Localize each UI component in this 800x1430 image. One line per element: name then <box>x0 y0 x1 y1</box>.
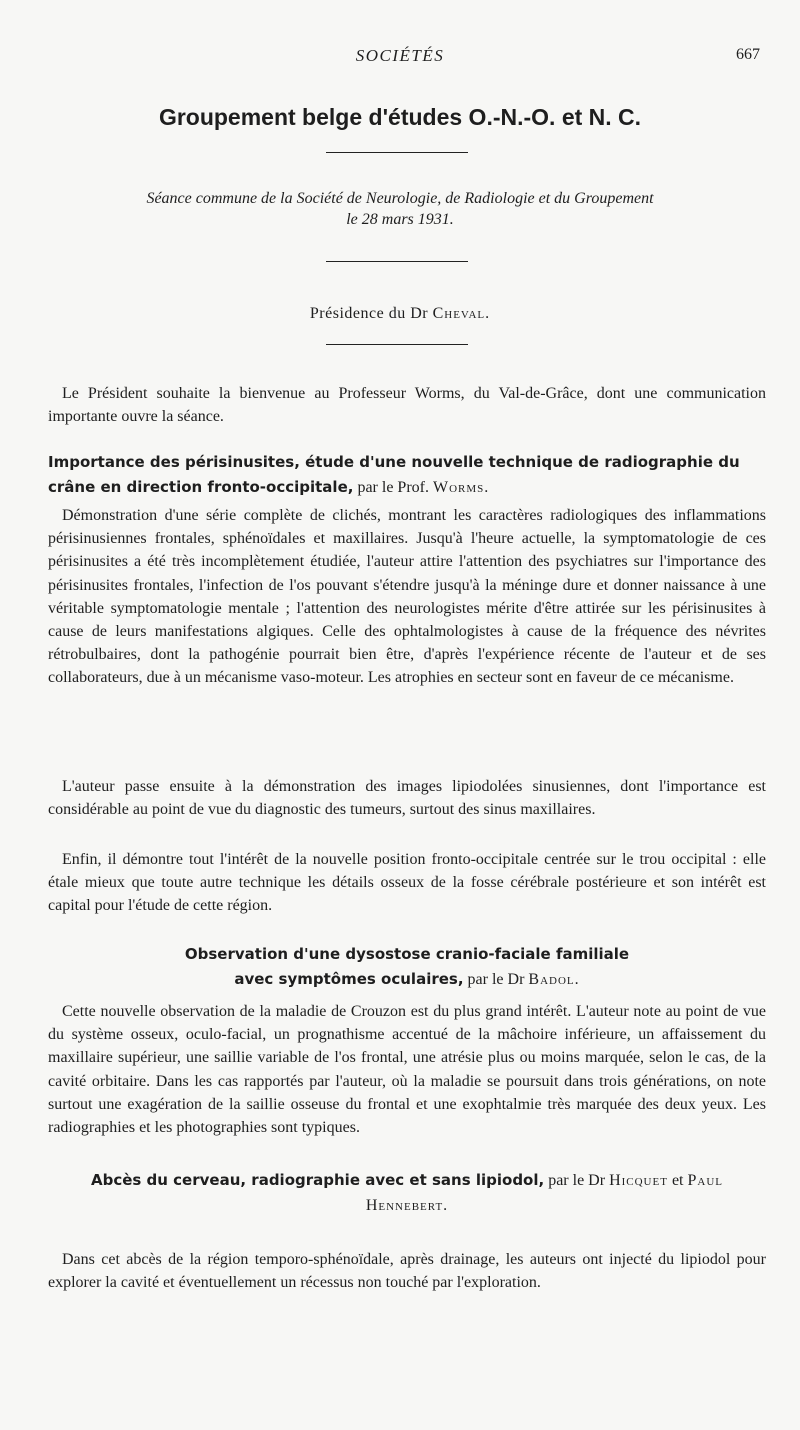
body-paragraph: Enfin, il démontre tout l'intérêt de la nouvelle position fronto-occipitale centrée sur le trou occipital : elle étale mieux que toute autre technique les détails osseux de la fosse cérébrale postérieure et son intérêt est capital pour l'étude de cette région. <box>48 851 766 915</box>
section-author: Badol. <box>528 971 580 988</box>
running-head: SOCIÉTÉS <box>355 46 445 65</box>
section-byline: par le Dr <box>467 971 525 988</box>
section-title: Abcès du cerveau, radiographie avec et sans lipiodol, <box>90 1171 545 1189</box>
section-conjunction: et <box>671 1172 684 1189</box>
section-title: Importance des périsinusites, étude d'une nouvelle technique de radiographie du crâne en direction fronto-occipitale, <box>48 453 740 496</box>
section-byline: par le Prof. <box>357 479 429 496</box>
body-paragraph: Dans cet abcès de la région temporo-sphénoïdale, après drainage, les auteurs ont injecté du lipiodol pour explorer la cavité et éventuellement un récessus non touché par l'exploration. <box>48 1251 766 1292</box>
president-name: Cheval. <box>432 305 491 322</box>
section-byline: par le Dr <box>548 1172 606 1189</box>
body-paragraph: L'auteur passe ensuite à la démonstration des images lipiodolées sinusiennes, dont l'importance est considérable au point de vue du diagnostic des tumeurs, surtout des sinus maxillaires. <box>48 778 766 819</box>
presidence-line <box>0 305 800 323</box>
page-title: Groupement belge d'études O.-N.-O. et N. C. <box>158 104 642 130</box>
body-paragraph: Cette nouvelle observation de la maladie de Crouzon est du plus grand intérêt. L'auteur note au point de vue du système osseux, oculo-facial, un prognathisme accentué de la mâchoire inférieure, un affaissement du maxillaire supérieur, une saillie variable de l'os frontal, une atrésie plus ou moins marquée, selon le cas, de la cavité orbitaire. Dans les cas rapportés par l'auteur, où la maladie se poursuit dans trois générations, on note surtout une exagération de la saillie osseuse du frontal et une exophtalmie très marquée des deux yeux. Les radiographies et les photographies sont typiques. <box>48 1003 766 1137</box>
section-heading-abces <box>48 1168 766 1218</box>
section-title-line-1: Observation d'une dysostose cranio-faciale familiale <box>184 945 630 963</box>
divider-rule <box>326 152 468 153</box>
session-line-2: le 28 mars 1931. <box>346 211 454 228</box>
body-paragraph: Démonstration d'une série complète de clichés, montrant les caractères radiologiques des inflammations périsinusiennes frontales, sphénoïdales et maxillaires. Jusqu'à l'heure actuelle, la symptomatologie de ces périsinusites a été très incomplètement étudiée, l'auteur attire l'attention des psychiatres sur l'importance des périsinusites frontales, l'infection de l'os pouvant s'étendre jusqu'à la méninge dure et donner naissance à une véritable symptomatologie mentale ; l'attention des neurologistes mérite d'être attirée sur les périsinusites à cause de leurs manifestations algiques. Celle des ophtalmologistes à cause de la fréquence des névrites rétrobulbaires, dont la pathogénie pourrait bien être, d'après l'expérience récente de l'auteur et de ses collaborateurs, due à un mécanisme vaso-moteur. Les atrophies en secteur sont en faveur de ce mécanisme. <box>48 507 766 687</box>
section-title-line-2: avec symptômes oculaires, <box>234 970 464 988</box>
section-heading-dysostose <box>48 942 766 992</box>
intro-paragraph: Le Président souhaite la bienvenue au Professeur Worms, du Val-de-Grâce, dont une communication importante ouvre la séance. <box>48 385 766 426</box>
section-author: Worms. <box>432 479 490 496</box>
presidence-prefix: Présidence du Dr <box>309 305 429 322</box>
page-number: 667 <box>736 46 760 63</box>
session-line-1: Séance commune de la Société de Neurologie, de Radiologie et du Groupement <box>146 190 654 207</box>
divider-rule <box>326 344 468 345</box>
section-heading-periinusites <box>48 450 766 500</box>
section-author-1: Hicquet <box>609 1172 668 1189</box>
divider-rule <box>326 261 468 262</box>
session-info <box>40 188 760 230</box>
section-author-2: Paul Hennebert. <box>365 1172 724 1214</box>
